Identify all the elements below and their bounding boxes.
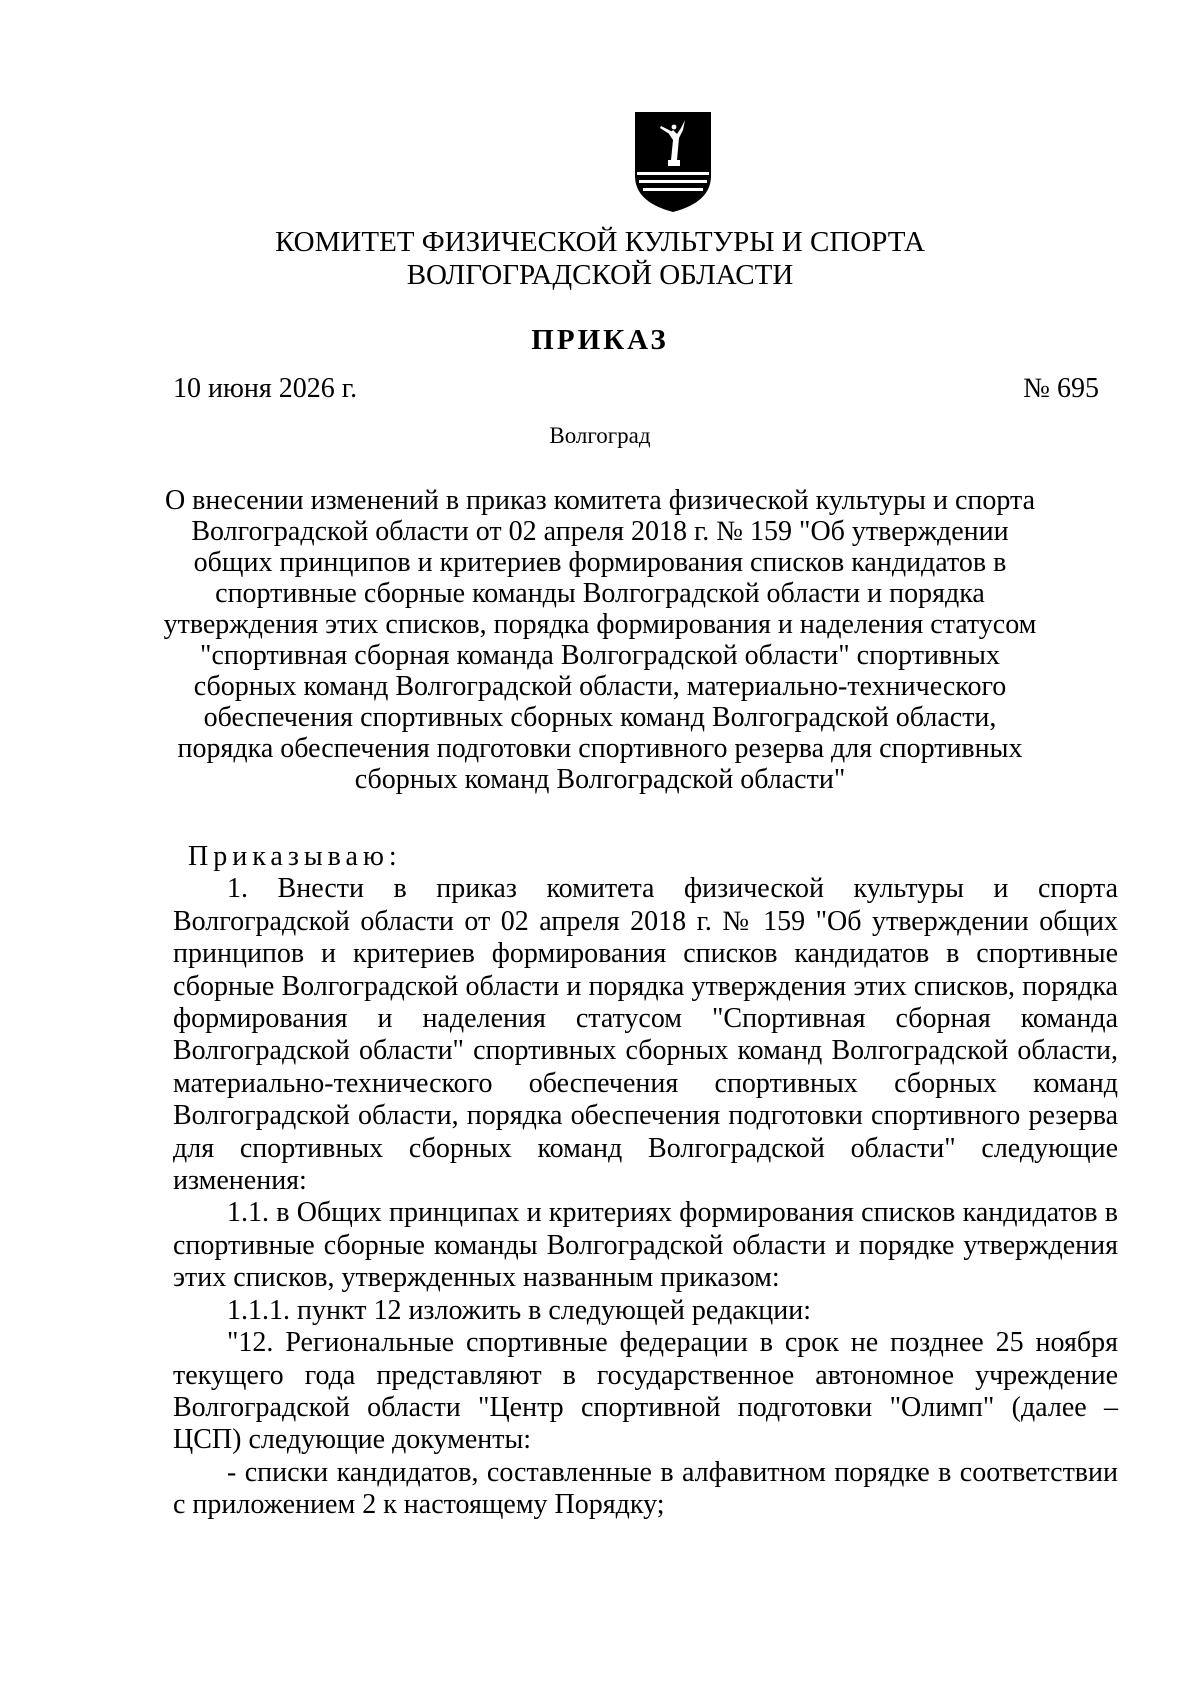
document-body bbox=[173, 841, 1118, 1522]
organization-name-line1: КОМИТЕТ ФИЗИЧЕСКОЙ КУЛЬТУРЫ И СПОРТА bbox=[275, 226, 925, 258]
order-word: Приказываю: bbox=[188, 841, 402, 872]
body-paragraph: 1. Внести в приказ комитета физической культуры и спорта Волгоградской области от 02 апреля 2018 г. № 159 "Об утверждении общих принципов и критериев формирования списков кандидатов в спортивные сборные Волгоградской области и порядка утверждения этих списков, порядка формирования и наделения статусом "Спортивная сборная команда Волгоградской области" спортивных сборных команд Волгоградской области, материально-технического обеспечения спортивных сборных команд Волгоградской области, порядка обеспечения подготовки спортивного резерва для спортивных сборных команд Волгоградской области" следующие изменения: bbox=[173, 873, 1118, 1197]
body-paragraph: 1.1.1. пункт 12 изложить в следующей редакции: bbox=[227, 1294, 811, 1326]
document-type: ПРИКАЗ bbox=[531, 324, 669, 356]
document-subject: О внесении изменений в приказ комитета физической культуры и спорта Волгоградской области от 02 апреля 2018 г. № 159 "Об утверждении общих принципов и критериев формирования списков кандидатов в спортивные сборные команды Волгоградской области и порядка утверждения этих списков, порядка формирования и наделения статусом "спортивная сборная команда Волгоградской области" спортивных сборных команд Волгоградской области, материально-технического обеспечения спортивных сборных команд Волгоградской области, порядка обеспечения подготовки спортивного резерва для спортивных сборных команд Волгоградской области" bbox=[163, 485, 1037, 795]
document-date: 10 июня 2026 г. bbox=[173, 373, 358, 404]
body-paragraph: - списки кандидатов, составленные в алфавитном порядке в соответствии с приложением 2 к настоящему Порядку; bbox=[173, 1456, 1118, 1521]
document-number: № 695 bbox=[1023, 373, 1099, 404]
body-paragraph: 1.1. в Общих принципах и критериях формирования списков кандидатов в спортивные сборные команды Волгоградской области и порядке утверждения этих списков, утвержденных названным приказом: bbox=[173, 1197, 1118, 1294]
document-city: Волгоград bbox=[549, 423, 651, 448]
body-paragraph: "12. Региональные спортивные федерации в срок не позднее 25 ноября текущего года представляют в государственное автономное учреждение Волгоградской области "Центр спортивной подготовки "Олимп" (далее – ЦСП) следующие документы: bbox=[173, 1327, 1118, 1456]
organization-name-line2: ВОЛГОГРАДСКОЙ ОБЛАСТИ bbox=[406, 259, 794, 291]
coat-of-arms-icon bbox=[633, 110, 713, 214]
